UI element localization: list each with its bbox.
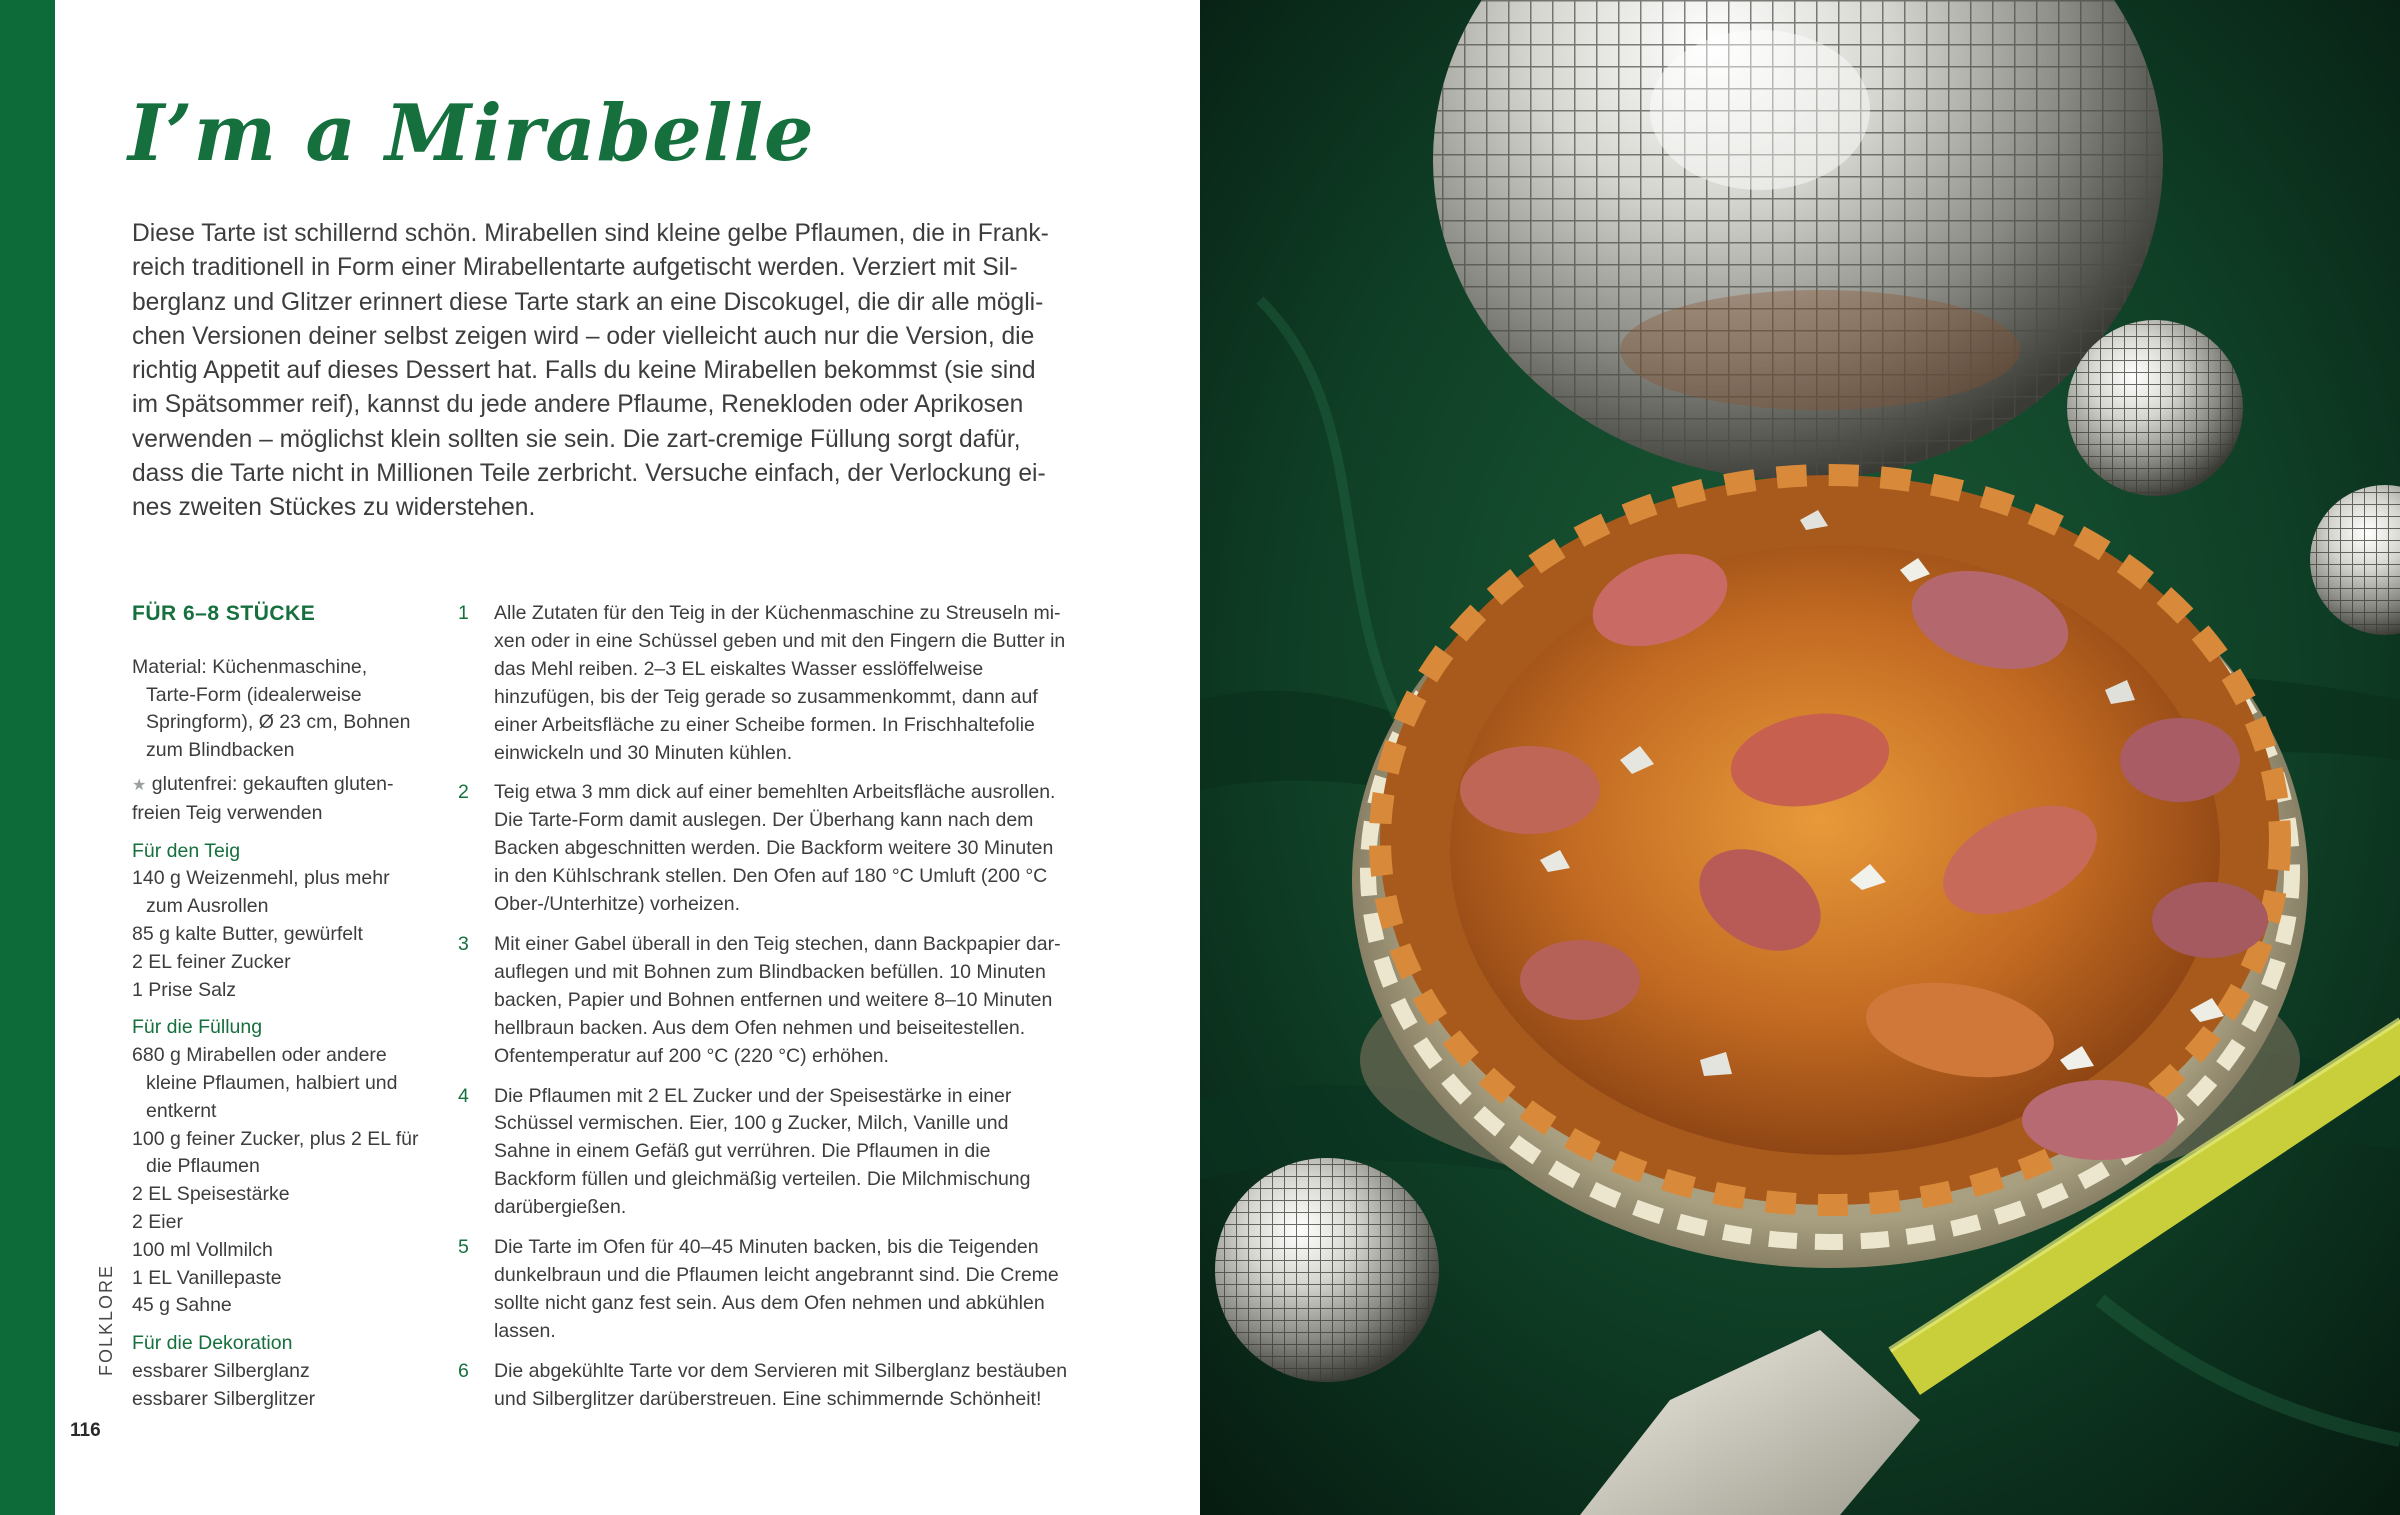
tarte <box>1380 475 2280 1205</box>
recipe-intro: Diese Tarte ist schillernd schön. Mirabellen sind kleine gelbe Pflaumen, die in Frankreich traditionell in Form einer Mirabellentarte aufgetischt werden. Verziert mit Silberglanz und Glitzer erinnert diese Tarte stark an eine Discokugel, die dir alle möglichen Versionen deiner selbst zeigen wird – oder vielleicht auch nur die Version, die richtig Appetit auf dieses Dessert hat. Falls du keine Mirabellen bekommst (sie sind im Spätsommer reif), kannst du jede andere Pflaume, Renekloden oder Aprikosen verwenden – möglichst klein sollten sie sein. Die zart-cremige Füllung sorgt dafür, dass die Tarte nicht in Millionen Teile zerbricht. Versuche einfach, der Verlockung eines zweiten Stückes zu widerstehen. <box>132 220 1049 522</box>
ingredient-item: 2 Eier <box>132 1210 183 1233</box>
step-item <box>458 779 1070 919</box>
step-text: Die abgekühlte Tarte vor dem Servieren mit Silberglanz bestäuben und Silberglitzer darüberstreuen. Eine schimmernde Schönheit! <box>494 1359 1068 1410</box>
ingredient-item: 1 Prise Salz <box>132 978 237 1001</box>
star-icon: ★ <box>132 776 147 794</box>
dough-heading: Für den Teig <box>132 839 241 862</box>
material-rest: Tarte-Form (idealerweise Springform), Ø 23 cm, Bohnen zum Blindbacken <box>146 683 411 762</box>
page-number: 116 <box>70 1420 101 1441</box>
step-text: Mit einer Gabel überall in den Teig stechen, dann Backpapier darauflegen und mit Bohnen zum Blindbacken befüllen. 10 Minuten backen, Papier und Bohnen entfernen und weitere 8–10 Minuten hellbraun backen. Aus dem Ofen nehmen und beiseitestellen. Ofentemperatur auf 200 °C (220 °C) erhöhen. <box>494 932 1061 1067</box>
filling-heading: Für die Füllung <box>132 1016 263 1039</box>
gluten-free-note <box>132 771 422 828</box>
decoration-ingredients <box>132 1358 422 1414</box>
step-text: Die Pflaumen mit 2 EL Zucker und der Speisestärke in einer Schüssel vermischen. Eier, 100 g Zucker, Milch, Vanille und Sahne in einem Gefäß gut verrühren. Die Pflaumen in die Backform füllen und gleichmäßig verteilen. Die Milchmischung darübergießen. <box>494 1084 1031 1219</box>
step-item <box>458 1358 1070 1414</box>
filling-ingredients <box>132 1042 422 1320</box>
disco-ball-small <box>1215 1158 1439 1382</box>
ingredient-item: 45 g Sahne <box>132 1294 232 1317</box>
disco-ball-small <box>2067 320 2243 496</box>
ingredient-item: 1 EL Vanillepaste <box>132 1266 282 1289</box>
ingredient-item: 100 ml Vollmilch <box>132 1238 273 1261</box>
step-number: 3 <box>458 932 469 955</box>
step-item <box>458 600 1070 767</box>
step-text: Alle Zutaten für den Teig in der Küchenmaschine zu Streuseln mixen oder in eine Schüssel geben und mit den Fingern die Butter in das Mehl reiben. 2–3 EL eiskaltes Wasser esslöffelweise hinzufügen, bis der Teig gerade so zusammenkommt, dann auf einer Arbeitsfläche zu einer Scheibe formen. In Frischhaltefolie einwickeln und 30 Minuten kühlen. <box>494 602 1066 764</box>
step-number: 6 <box>458 1359 469 1382</box>
servings-heading: FÜR 6–8 STÜCKE <box>132 602 316 625</box>
running-head: FOLKLORE <box>96 1263 116 1376</box>
ingredient-item: 85 g kalte Butter, gewürfelt <box>132 922 363 945</box>
step-item <box>458 1083 1070 1223</box>
ingredient-item: 2 EL feiner Zucker <box>132 950 291 973</box>
gluten-free-text: glutenfrei: gekauften glutenfreien Teig verwenden <box>132 772 394 824</box>
tarte-photo <box>1200 0 2400 1515</box>
step-number: 2 <box>458 781 469 804</box>
decoration-heading: Für die Dekoration <box>132 1332 293 1355</box>
step-number: 1 <box>458 602 469 624</box>
ingredient-item: essbarer Silberglanz <box>132 1359 310 1382</box>
ingredient-item: 100 g feiner Zucker, plus 2 EL für die Pflaumen <box>132 1127 419 1178</box>
ingredient-item: 140 g Weizenmehl, plus mehr zum Ausrollen <box>132 867 390 918</box>
recipe-title: I’m a Mirabelle <box>128 88 815 179</box>
ingredient-item: essbarer Silberglitzer <box>132 1387 316 1410</box>
step-text: Teig etwa 3 mm dick auf einer bemehlten Arbeitsfläche ausrollen. Die Tarte-Form damit auslegen. Der Überhang kann nach dem Backen abgeschnitten werden. Die Backform weitere 30 Minuten in den Kühlschrank stellen. Den Ofen auf 180 °C Umluft (200 °C Ober-/Unterhitze) vorheizen. <box>494 781 1056 916</box>
step-item <box>458 1234 1070 1346</box>
step-item <box>458 931 1070 1071</box>
material-first-line: Material: Küchenmaschine, <box>132 655 368 678</box>
material-note <box>132 654 422 765</box>
step-number: 4 <box>458 1084 469 1107</box>
ingredient-item: 2 EL Speisestärke <box>132 1183 290 1206</box>
dough-ingredients <box>132 865 422 1004</box>
step-text: Die Tarte im Ofen für 40–45 Minuten backen, bis die Teigenden dunkelbraun und die Pflaumen leicht angebrannt sind. Die Creme sollte nicht ganz fest sein. Aus dem Ofen nehmen und abkühlen lassen. <box>494 1236 1059 1342</box>
ingredient-item: 680 g Mirabellen oder andere kleine Pflaumen, halbiert und entkernt <box>132 1044 398 1122</box>
page-edge-bar <box>0 0 55 1515</box>
method-steps <box>458 600 1070 1425</box>
step-number: 5 <box>458 1236 469 1259</box>
ingredients-column <box>132 600 422 1424</box>
